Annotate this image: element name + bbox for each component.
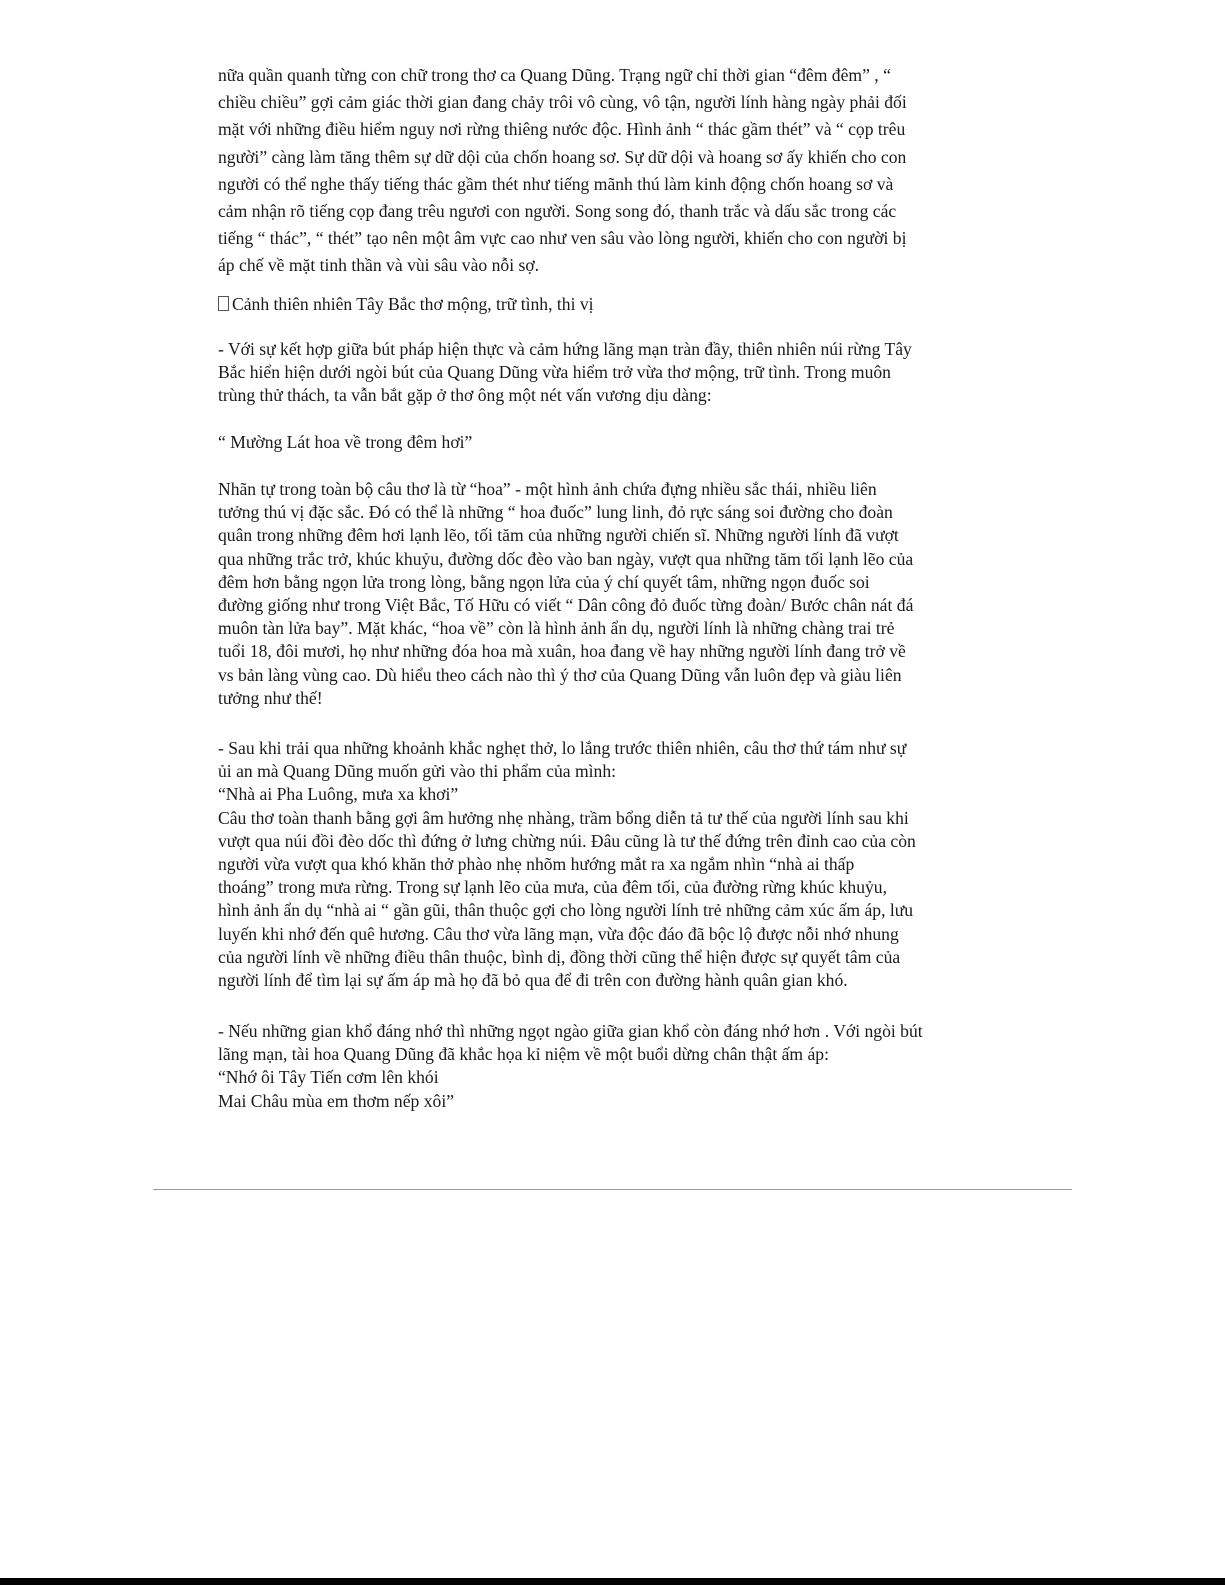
text-line: qua những trắc trở, khúc khuỷu, đường dốc đèo vào ban ngày, vượt qua những tăm tối lạnh lẽo của — [218, 548, 914, 569]
paragraph-hoa — [218, 478, 998, 710]
text-line: trùng thử thách, ta vẫn bắt gặp ở thơ ông một nét vấn vương dịu dàng: — [218, 385, 712, 406]
text-line: Câu thơ toàn thanh bằng gợi âm hưởng nhẹ nhàng, trầm bổng diễn tả tư thế của người lính sau khi — [218, 807, 909, 828]
text-line: chiều chiều” gợi cảm giác thời gian đang chảy trôi vô cùng, vô tận, người lính hàng ngày phải đối — [218, 92, 907, 113]
text-line: vượt qua núi đồi đèo dốc thì đứng ở lưng chừng núi. Đâu cũng là tư thế đứng trên đỉnh cao của còn — [218, 830, 916, 851]
text-line: tiếng “ thác”, “ thét” tạo nên một âm vực cao như ven sâu vào lòng người, khiến cho con người bị — [218, 228, 907, 249]
section-heading — [218, 294, 998, 315]
text-line: ủi an mà Quang Dũng muốn gửi vào thi phẩm của mình: — [218, 761, 616, 782]
quote-line: Mai Châu mùa em thơm nếp xôi” — [218, 1090, 455, 1111]
text-line: quân trong những đêm hơi lạnh lẽo, tối tăm của những người chiến sĩ. Những người lính đã vượt — [218, 525, 899, 546]
text-line: người vừa vượt qua khó khăn thở phào nhẹ nhõm hướng mắt ra xa ngắm nhìn “nhà ai thấp — [218, 854, 855, 875]
text-line: thoáng” trong mưa rừng. Trong sự lạnh lẽo của mưa, của đêm tối, của đường rừng khúc khuỷu, — [218, 877, 887, 898]
text-line: tuổi 18, đôi mươi, họ như những đóa hoa mà xuân, hoa đang về hay những người lính đang trở về — [218, 641, 906, 662]
paragraph-intro — [218, 62, 998, 280]
text-line: mặt với những điều hiểm nguy nơi rừng thiêng nước độc. Hình ảnh “ thác gầm thét” và “ cọp trêu — [218, 119, 906, 140]
page-bottom-edge — [0, 1578, 1225, 1585]
text-line: Bắc hiển hiện dưới ngòi bút của Quang Dũng vừa hiểm trở vừa thơ mộng, trữ tình. Trong muôn — [218, 362, 891, 383]
text-line: đường giống như trong Việt Bắc, Tố Hữu có viết “ Dân công đỏ đuốc từng đoàn/ Bước chân nát đá — [218, 595, 914, 616]
quote-line: “ Mường Lát hoa về trong đêm hơi” — [218, 432, 473, 452]
quote-line: “Nhớ ôi Tây Tiến cơm lên khói — [218, 1067, 439, 1088]
text-line: Nhãn tự trong toàn bộ câu thơ là từ “hoa” - một hình ảnh chứa đựng nhiều sắc thái, nhiều liên — [218, 479, 877, 499]
poem-quote — [218, 431, 998, 454]
text-line: cảm nhận rõ tiếng cọp đang trêu ngươi con người. Song song đó, thanh trắc và dấu sắc trong các — [218, 201, 897, 222]
missing-glyph-box-icon — [218, 296, 229, 311]
text-line: của người lính về những điều thân thuộc, bình dị, đồng thời cũng thể hiện được sự quyết tâm của — [218, 946, 901, 967]
text-line: tưởng thú vị đặc sắc. Đó có thể là những “ hoa đuốc” lung linh, đỏ rực sáng soi đường cho đoàn — [218, 502, 893, 523]
text-line: áp chế về mặt tinh thần và vùi sâu vào nỗi sợ. — [218, 255, 540, 276]
text-line: - Sau khi trải qua những khoảnh khắc nghẹt thở, lo lắng trước thiên nhiên, câu thơ thứ tám như sự — [218, 738, 907, 758]
text-line: hình ảnh ẩn dụ “nhà ai “ gần gũi, thân thuộc gợi cho lòng người lính trẻ những cảm xúc ấm áp, lưu — [218, 900, 914, 921]
text-line: vs bản làng vùng cao. Dù hiểu theo cách nào thì ý thơ của Quang Dũng vẫn luôn đẹp và giàu liên — [218, 664, 902, 685]
text-line: lãng mạn, tài hoa Quang Dũng đã khắc họa kỉ niệm về một buổi dừng chân thật ấm áp: — [218, 1044, 829, 1065]
text-line: - Nếu những gian khổ đáng nhớ thì những ngọt ngào giữa gian khổ còn đáng nhớ hơn . Với ngòi bút — [218, 1021, 923, 1041]
quote-line: “Nhà ai Pha Luông, mưa xa khơi” — [218, 784, 459, 805]
text-line: người” càng làm tăng thêm sự dữ dội của chốn hoang sơ. Sự dữ dội và hoang sơ ấy khiến cho con — [218, 146, 907, 167]
text-line: người có thể nghe thấy tiếng thác gầm thét như tiếng mãnh thú làm kinh động chốn hoang sơ và — [218, 173, 894, 194]
paragraph-memory — [218, 1020, 998, 1113]
section-heading-text: Cảnh thiên nhiên Tây Bắc thơ mộng, trữ tình, thi vị — [232, 294, 594, 314]
text-line: - Với sự kết hợp giữa bút pháp hiện thực và cảm hứng lãng mạn tràn đầy, thiên nhiên núi rừng Tây — [218, 339, 912, 359]
text-line: đêm hơn bằng ngọn lửa trong lòng, bằng ngọn lửa của ý chí quyết tâm, những ngọn đuốc soi — [218, 571, 870, 592]
page-divider — [153, 1189, 1072, 1190]
text-line: muôn tàn lửa bay”. Mặt khác, “hoa về” còn là hình ảnh ẩn dụ, người lính là những chàng trai trẻ — [218, 618, 895, 639]
text-line: nữa quần quanh từng con chữ trong thơ ca Quang Dũng. Trạng ngữ chỉ thời gian “đêm đêm” , “ — [218, 65, 891, 85]
paragraph-nha-ai — [218, 737, 998, 992]
paragraph-romantic — [218, 338, 998, 408]
text-line: luyến khi nhớ đến quê hương. Câu thơ vừa lãng mạn, vừa độc đáo đã bộc lộ được nỗi nhớ nhung — [218, 923, 899, 944]
text-line: tưởng như thế! — [218, 687, 323, 708]
text-line: người lính để tìm lại sự ấm áp mà họ đã bỏ qua để đi trên con đường hành quân gian khó. — [218, 970, 848, 991]
